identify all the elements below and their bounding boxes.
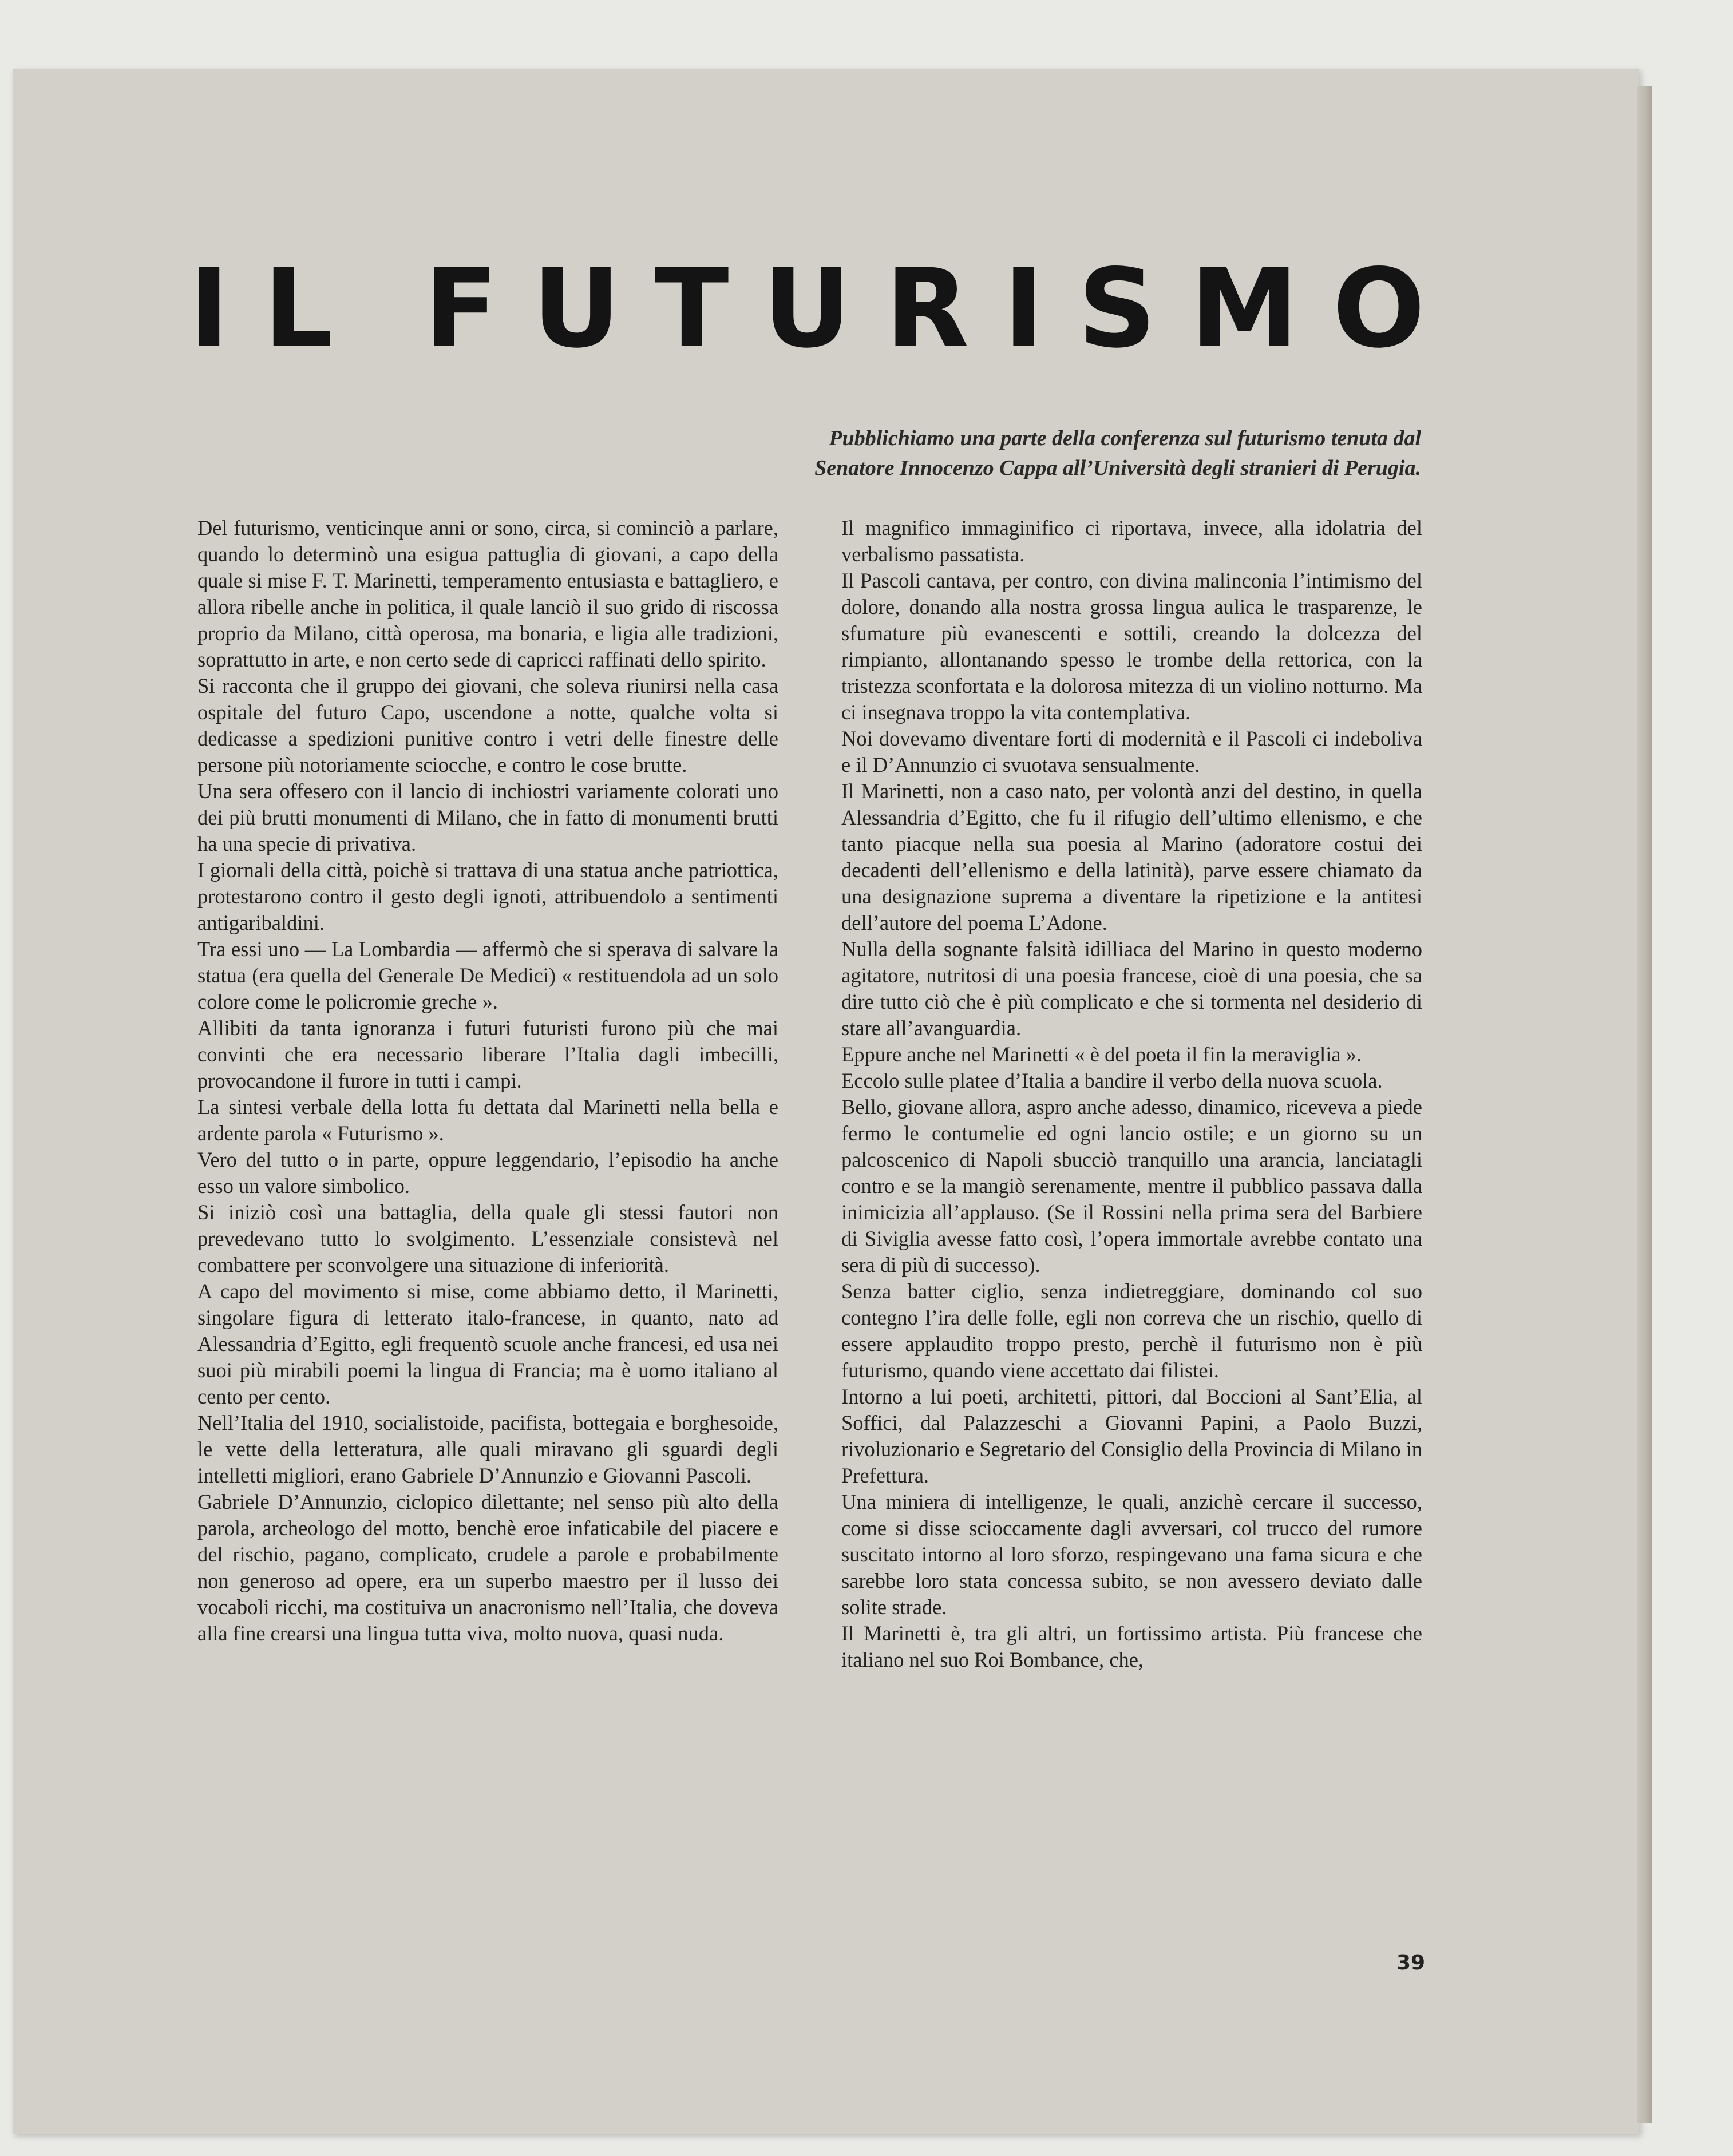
paragraph: Una miniera di intelligenze, le quali, anzichè cercare il successo, come si disse scioccamente dagli avversari, col trucco del rumore suscitato intorno al loro sforzo, respingevano una fama sicura e che sarebbe loro stata concessa subito, se non avessero deviato dalle solite strade. xyxy=(841,1490,1422,1619)
title-letter: O xyxy=(1332,245,1425,372)
paragraph: Senza batter ciglio, senza indietreggiare, dominando col suo contegno l’ira delle folle, egli non correva che un rischio, quello di essere applaudito troppo presto, perchè il futurismo non è più futurismo, quando viene accettato dai filistei. xyxy=(841,1279,1422,1382)
paragraph: Eccolo sulle platee d’Italia a bandire il verbo della nuova scuola. xyxy=(841,1069,1383,1092)
title-letter: F xyxy=(424,245,498,372)
paragraph: Del futurismo, venticinque anni or sono, circa, si cominciò a parlare, quando lo determinò una esigua pattuglia di giovani, a capo della quale si mise F. T. Marinetti, temperamento entusiasta e battagliero, e allora ribelle anche in politica, il quale lanciò il suo grido di riscossa proprio da Milano, città operosa, ma bonaria, e ligia alle tradizioni, soprattutto in arte, e non certo sede di capricci raffinati dello spirito. xyxy=(197,516,778,671)
title-letter: L xyxy=(263,245,333,372)
paragraph: Eppure anche nel Marinetti « è del poeta il fin la meraviglia ». xyxy=(841,1043,1362,1066)
paragraph: Noi dovevamo diventare forti di modernità e il Pascoli ci indeboliva e il D’Annunzio ci svuotava sensualmente. xyxy=(841,727,1422,776)
page-title xyxy=(189,245,1425,372)
paragraph: Gabriele D’Annunzio, ciclopico dilettante; nel senso più alto della parola, archeologo del motto, benchè eroe infaticabile del piacere e del rischio, pagano, complicato, crudele a parole e probabilmente non generoso ad opere, era un superbo maestro per il lusso dei vocaboli ricchi, ma costituiva un anacronismo nell’Italia, che doveva alla fine crearsi una lingua tutta viva, molto nuova, quasi nuda. xyxy=(197,1490,778,1645)
paragraph: Intorno a lui poeti, architetti, pittori, dal Boccioni al Sant’Elia, al Soffici, dal Palazzeschi a Giovanni Papini, a Paolo Buzzi, rivoluzionario e Segretario del Consiglio della Provincia di Milano in Prefettura. xyxy=(841,1385,1422,1487)
title-letter: S xyxy=(1078,245,1157,372)
paragraph: Si racconta che il gruppo dei giovani, che soleva riunirsi nella casa ospitale del futuro Capo, uscendone a notte, qualche volta si dedicasse a spedizioni punitive contro i vetri delle finestre delle persone più notoriamente sciocche, e contro le cose brutte. xyxy=(197,674,778,776)
page-edge xyxy=(1637,86,1652,2123)
paragraph: Una sera offesero con il lancio di inchiostri variamente colorati uno dei più brutti monumenti di Milano, che in fatto di monumenti brutti ha una specie di privativa. xyxy=(197,779,778,855)
paragraph: Bello, giovane allora, aspro anche adesso, dinamico, riceveva a piede fermo le contumelie ed ogni lancio ostile; e un giorno su un palcoscenico di Napoli sbucciò tranquillo una arancia, lanciatagli contro e se la mangiò serenamente, mentre il pubblico passava dalla inimicizia all’applauso. (Se il Rossini nella prima sera del Barbiere di Siviglia avesse fatto così, l’opera immortale avrebbe contato una sera di più di successo). xyxy=(841,1095,1422,1277)
title-letter: M xyxy=(1190,245,1299,372)
title-letter: U xyxy=(763,245,852,372)
paragraph: Il Marinetti è, tra gli altri, un fortissimo artista. Più francese che italiano nel suo Roi Bombance, che, xyxy=(841,1622,1422,1671)
title-letter: I xyxy=(1003,245,1044,372)
paragraph: Il Pascoli cantava, per contro, con divina malinconia l’intimismo del dolore, donando alla nostra grossa lingua aulica le trasparenze, le sfumature più evanescenti e sottili, creando la dolcezza del rimpianto, allontanando spesso le trombe della rettorica, con la tristezza sconfortata e la dolorosa mitezza di un violino notturno. Ma ci insegnava troppo la vita contemplativa. xyxy=(841,569,1422,724)
paragraph: Si iniziò così una battaglia, della quale gli stessi fautori non prevedevano tutto lo svolgimento. L’essenziale consistevà nel combattere per sconvolgere una situazione di inferiorità. xyxy=(197,1200,778,1277)
subtitle-line: Pubblichiamo una parte della conferenza sul futurismo tenuta dal xyxy=(829,426,1421,450)
paragraph: Vero del tutto o in parte, oppure leggendario, l’episodio ha anche esso un valore simbolico. xyxy=(197,1148,778,1198)
left-column xyxy=(197,515,778,1647)
subtitle-line: Senatore Innocenzo Cappa all’Università degli stranieri di Perugia. xyxy=(814,456,1421,480)
paragraph: A capo del movimento si mise, come abbiamo detto, il Marinetti, singolare figura di letterato italo-francese, in quanto, nato ad Alessandria d’Egitto, egli frequentò scuole anche francesi, ed usa nei suoi più mirabili poemi la lingua di Francia; ma è uomo italiano al cento per cento. xyxy=(197,1279,778,1408)
paragraph: La sintesi verbale della lotta fu dettata dal Marinetti nella bella e ardente parola « Futurismo ». xyxy=(197,1095,778,1145)
paragraph: Nulla della sognante falsità idilliaca del Marino in questo moderno agitatore, nutritosi di una poesia francese, cioè di una poesia, che sa dire tutto ciò che è più complicato e che si tormenta nel desiderio di stare all’avanguardia. xyxy=(841,937,1422,1040)
paragraph: Nell’Italia del 1910, socialistoide, pacifista, bottegaia e borghesoide, le vette della letteratura, alle quali miravano gli sguardi degli intelletti migliori, erano Gabriele D’Annunzio e Giovanni Pascoli. xyxy=(197,1411,778,1487)
paragraph: Tra essi uno — La Lombardia — affermò che si sperava di salvare la statua (era quella del Generale De Medici) « restituendola ad un solo colore come le policromie greche ». xyxy=(197,937,778,1013)
paragraph: Il magnifico immaginifico ci riportava, invece, alla idolatria del verbalismo passatista. xyxy=(841,516,1422,566)
paragraph: Allibiti da tanta ignoranza i futuri futuristi furono più che mai convinti che era necessario liberare l’Italia dagli imbecilli, provocandone il furore in tutti i campi. xyxy=(197,1016,778,1092)
title-letter: T xyxy=(654,245,729,372)
subtitle xyxy=(620,423,1421,483)
page-number: 39 xyxy=(1396,1951,1426,1975)
paragraph: I giornali della città, poichè si trattava di una statua anche patriottica, protestarono contro il gesto degli ignoti, attribuendolo a sentimenti antigaribaldini. xyxy=(197,858,778,934)
right-column xyxy=(841,515,1422,1673)
paragraph: Il Marinetti, non a caso nato, per volontà anzi del destino, in quella Alessandria d’Egitto, che fu il rifugio dell’ultimo ellenismo, e che tanto piacque nella sua poesia al Marino (adoratore costui dei decadenti dell’ellenismo e della latinità), parve essere chiamato da una designazione suprema a diventare la ripetizione e la antitesi dell’autore del poema L’Adone. xyxy=(841,779,1422,934)
title-letter: I xyxy=(189,245,230,372)
title-letter: R xyxy=(885,245,970,372)
title-letter: U xyxy=(532,245,621,372)
